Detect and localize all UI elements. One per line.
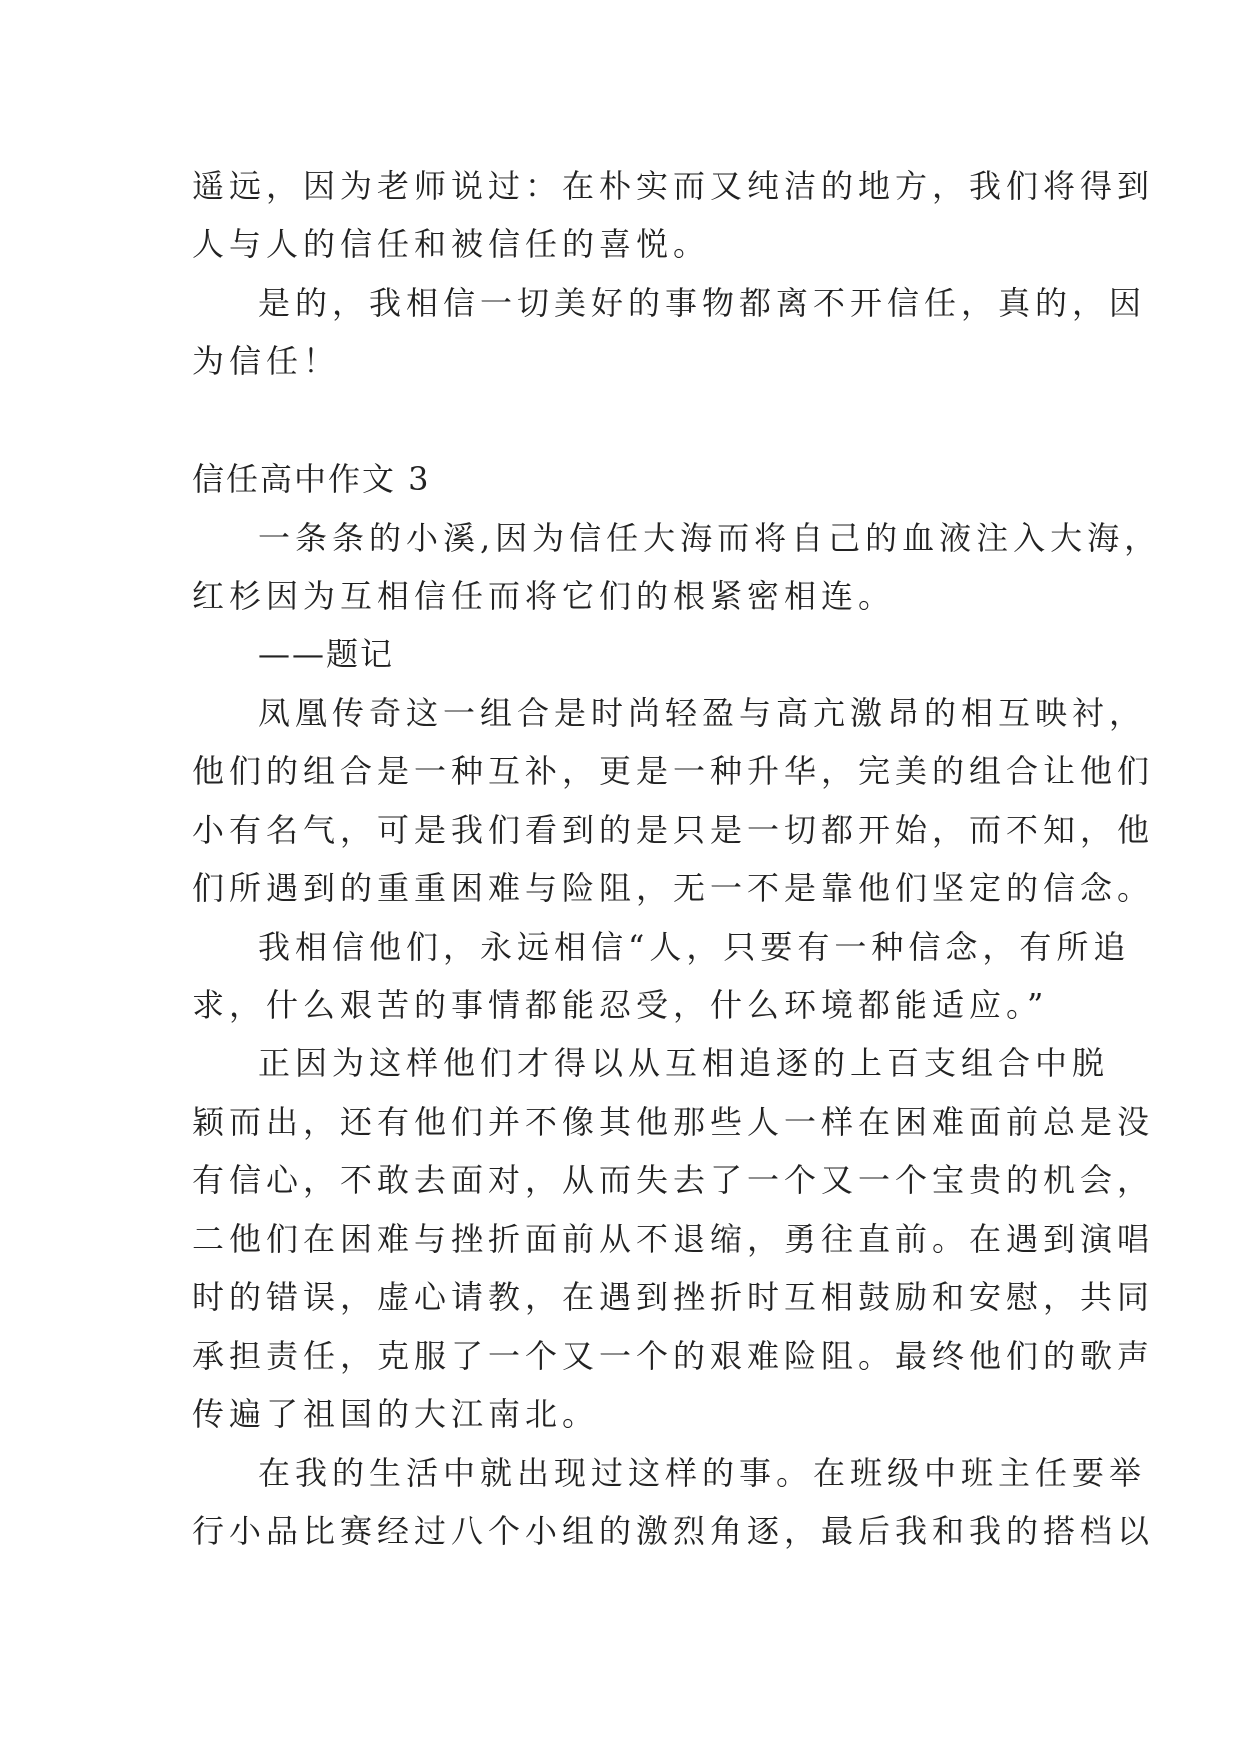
text-line: 承担责任，克服了一个又一个的艰难险阻。最终他们的歌声	[192, 1337, 1155, 1375]
text-line: 们所遇到的重重困难与险阻，无一不是靠他们坚定的信念。	[192, 869, 1155, 907]
text-line: 传遍了祖国的大江南北。	[192, 1395, 600, 1433]
text-line: 红杉因为互相信任而将它们的根紧密相连。	[192, 577, 896, 615]
text-line: 时的错误，虚心请教，在遇到挫折时互相鼓励和安慰，共同	[192, 1278, 1155, 1316]
text-line: 人与人的信任和被信任的喜悦。	[192, 225, 711, 263]
text-line: 正因为这样他们才得以从互相追逐的上百支组合中脱	[258, 1044, 1110, 1082]
text-line: 他们的组合是一种互补，更是一种升华，完美的组合让他们	[192, 752, 1155, 790]
epigraph-attribution: ——题记	[258, 635, 395, 673]
text-line: 我相信他们，永远相信“人，只要有一种信念，有所追	[258, 928, 1131, 966]
section-heading: 信任高中作文 3	[192, 460, 431, 498]
text-line: 行小品比赛经过八个小组的激烈角逐，最后我和我的搭档以	[192, 1512, 1155, 1550]
text-line: 有信心，不敢去面对，从而失去了一个又一个宝贵的机会，	[192, 1161, 1155, 1199]
text-line: 在我的生活中就出现过这样的事。在班级中班主任要举	[258, 1454, 1147, 1492]
text-line: 遥远，因为老师说过：在朴实而又纯洁的地方，我们将得到	[192, 167, 1155, 205]
text-line: 是的，我相信一切美好的事物都离不开信任，真的，因	[258, 284, 1147, 322]
text-line: 颖而出，还有他们并不像其他那些人一样在困难面前总是没	[192, 1103, 1155, 1141]
text-line: 为信任！	[192, 342, 341, 380]
text-line: 凤凰传奇这一组合是时尚轻盈与高亢激昂的相互映衬，	[258, 694, 1147, 732]
text-line: 一条条的小溪,因为信任大海而将自己的血液注入大海，	[258, 519, 1162, 557]
text-line: 二他们在困难与挫折面前从不退缩，勇往直前。在遇到演唱	[192, 1220, 1155, 1258]
text-line: 小有名气，可是我们看到的是只是一切都开始，而不知，他	[192, 811, 1155, 849]
text-line: 求，什么艰苦的事情都能忍受，什么环境都能适应。”	[192, 986, 1049, 1024]
